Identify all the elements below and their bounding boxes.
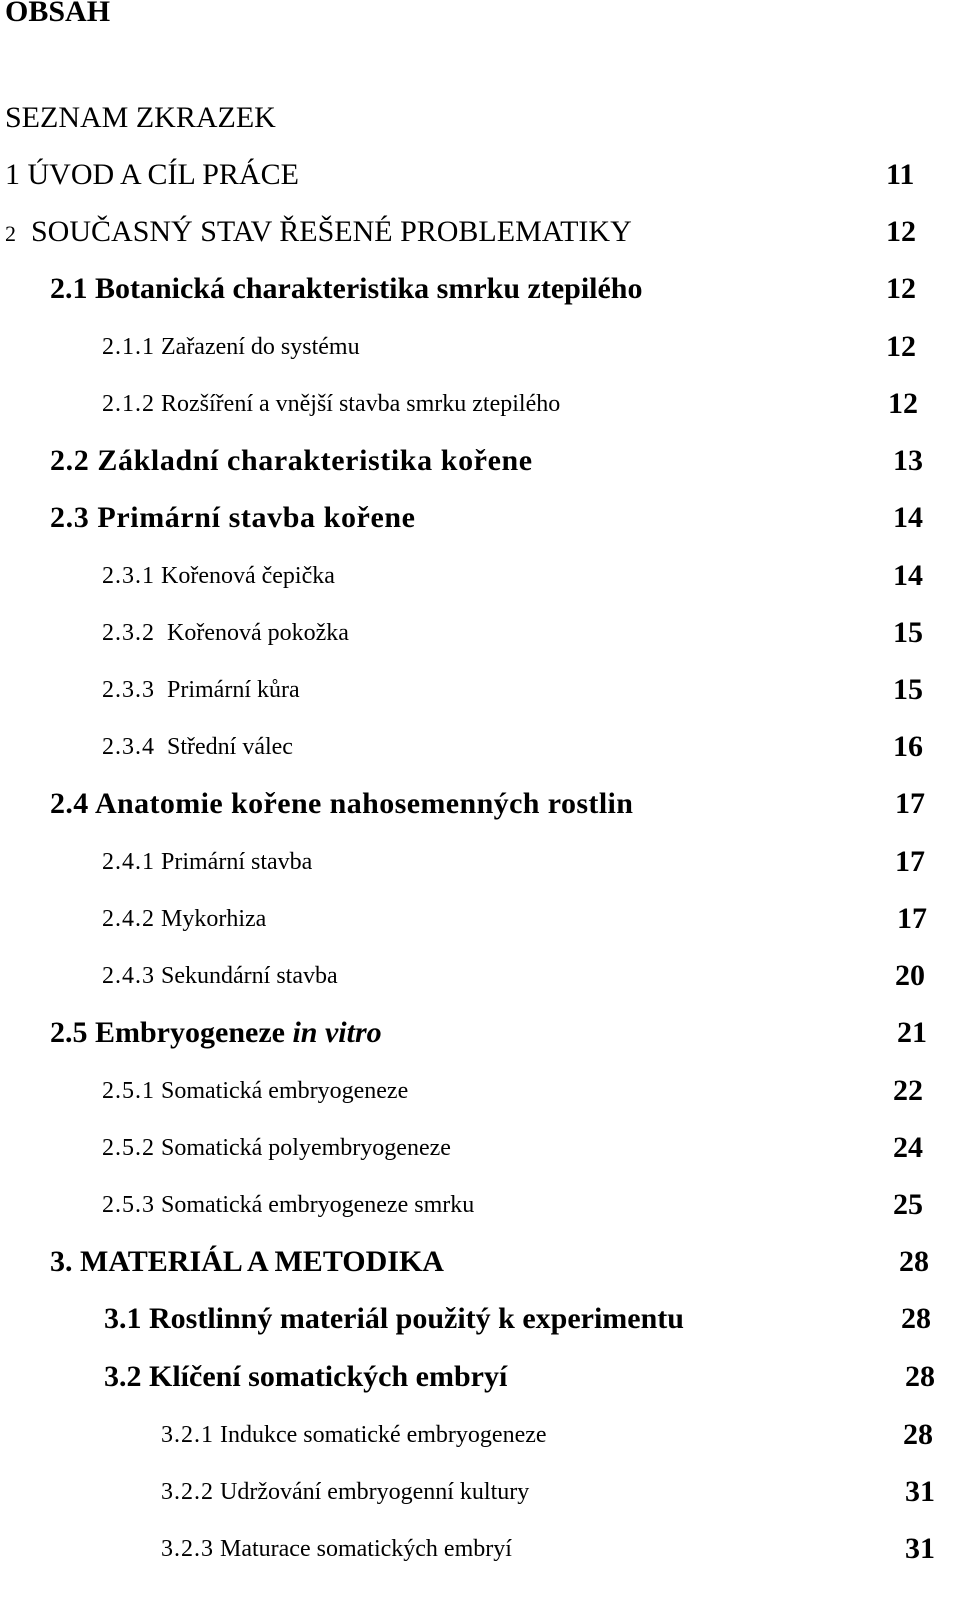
- toc-entry-number: 2.1: [50, 272, 88, 305]
- toc-entry-number: 3.2.2: [161, 1479, 214, 1505]
- toc-entry-page: 24: [893, 1131, 923, 1164]
- toc-entry-number: 2.4.3: [102, 963, 155, 989]
- toc-entry-number: 2.3.3: [102, 677, 155, 703]
- toc-entry-label: 2.4.1 Primární stavba: [102, 849, 313, 875]
- toc-entry-number: 2.2: [50, 444, 90, 477]
- toc-entry-number: 2.5.2: [102, 1135, 155, 1161]
- toc-entry-abbreviations[interactable]: [0, 93, 960, 143]
- toc-entry-number: 3.2: [104, 1360, 142, 1393]
- toc-entry-label: 2.5 Embryogeneze in vitro: [50, 1016, 382, 1049]
- toc-entry-page: 11: [886, 158, 915, 191]
- toc-entry-label: 2 SOUČASNÝ STAV ŘEŠENÉ PROBLEMATIKY: [5, 215, 632, 248]
- toc-entry-number: 2.5: [50, 1016, 88, 1049]
- toc-entry-page: 12: [886, 272, 916, 305]
- toc-entry-3-2-2[interactable]: [0, 1467, 960, 1517]
- toc-entry-2-1[interactable]: [0, 264, 960, 314]
- toc-entry-label: 2.5.1 Somatická embryogeneze: [102, 1078, 409, 1104]
- toc-entry-label: 2.3.1 Kořenová čepička: [102, 563, 335, 589]
- toc-entry-2-3-2[interactable]: [0, 608, 960, 658]
- toc-entry-page: 13: [893, 444, 923, 477]
- toc-entry-number: 2: [5, 221, 16, 246]
- toc-entry-2[interactable]: [0, 207, 960, 257]
- toc-entry-label: 1 ÚVOD A CÍL PRÁCE: [5, 158, 299, 191]
- toc-entry-number: 3.: [50, 1245, 73, 1278]
- toc-entry-page: 31: [905, 1532, 935, 1565]
- toc-entry-2-3-1[interactable]: [0, 551, 960, 601]
- toc-entry-2-4-2[interactable]: [0, 894, 960, 944]
- toc-entry-label: 2.1.2 Rozšíření a vnější stavba smrku ztepilého: [102, 391, 561, 417]
- toc-entry-label: 2.1 Botanická charakteristika smrku ztepilého: [50, 272, 643, 305]
- toc-entry-2-1-2[interactable]: [0, 379, 960, 429]
- toc-entry-page: 16: [893, 730, 923, 763]
- toc-entry-label: 2.5.2 Somatická polyembryogeneze: [102, 1135, 451, 1161]
- toc-entry-1[interactable]: [0, 150, 960, 200]
- toc-entry-page: 14: [893, 501, 923, 534]
- toc-entry-label: 2.3.4 Střední válec: [102, 734, 293, 760]
- toc-entry-label: SEZNAM ZKRAZEK: [5, 101, 276, 134]
- toc-entry-number: 2.3.2: [102, 620, 155, 646]
- toc-entry-3[interactable]: [0, 1237, 960, 1287]
- toc-entry-number: 3.2.1: [161, 1422, 214, 1448]
- toc-entry-2-4-1[interactable]: [0, 837, 960, 887]
- toc-entry-number: 2.3.1: [102, 563, 155, 589]
- toc-entry-page: 17: [895, 845, 925, 878]
- toc-entry-label: 3.2.1 Indukce somatické embryogeneze: [161, 1422, 547, 1448]
- toc-entry-page: 12: [888, 387, 918, 420]
- toc-entry-number: 2.1.1: [102, 334, 155, 360]
- toc-entry-page: 28: [905, 1360, 935, 1393]
- toc-entry-2-3-3[interactable]: [0, 665, 960, 715]
- toc-entry-number: 2.4: [50, 787, 89, 820]
- toc-entry-label: 2.3 Primární stavba kořene: [50, 501, 416, 534]
- toc-entry-page: 28: [903, 1418, 933, 1451]
- toc-entry-page: 12: [886, 330, 916, 363]
- toc-entry-page: 12: [886, 215, 916, 248]
- toc-entry-page: 28: [899, 1245, 929, 1278]
- toc-entry-2-5-1[interactable]: [0, 1066, 960, 1116]
- toc-entry-2-5-2[interactable]: [0, 1123, 960, 1173]
- toc-entry-page: 20: [895, 959, 925, 992]
- toc-entry-number: 2.1.2: [102, 391, 155, 417]
- toc-entry-label: 2.5.3 Somatická embryogeneze smrku: [102, 1192, 475, 1218]
- toc-entry-number: 2.5.1: [102, 1078, 155, 1104]
- toc-entry-3-2[interactable]: [0, 1352, 960, 1402]
- toc-entry-2-5[interactable]: [0, 1008, 960, 1058]
- toc-entry-number: 2.4.1: [102, 849, 155, 875]
- toc-entry-page: 15: [893, 616, 923, 649]
- toc-entry-number: 2.4.2: [102, 906, 155, 932]
- toc-entry-page: 17: [895, 787, 925, 820]
- toc-entry-label: 2.4 Anatomie kořene nahosemenných rostlin: [50, 787, 634, 820]
- toc-entry-2-2[interactable]: [0, 436, 960, 486]
- toc-entry-label: 2.3.3 Primární kůra: [102, 677, 300, 703]
- toc-entry-2-5-3[interactable]: [0, 1180, 960, 1230]
- toc-entry-3-1[interactable]: [0, 1294, 960, 1344]
- toc-entry-page: 21: [897, 1016, 927, 1049]
- toc-entry-label: 2.2 Základní charakteristika kořene: [50, 444, 533, 477]
- toc-entry-label: 2.1.1 Zařazení do systému: [102, 334, 360, 360]
- page-title: OBSAH: [5, 0, 111, 28]
- toc-entry-page: 25: [893, 1188, 923, 1221]
- toc-entry-number: 2.3: [50, 501, 90, 534]
- toc-entry-2-4-3[interactable]: [0, 951, 960, 1001]
- toc-entry-label: 3. MATERIÁL A METODIKA: [50, 1245, 444, 1278]
- toc-entry-page: 28: [901, 1302, 931, 1335]
- toc-entry-page: 17: [897, 902, 927, 935]
- toc-entry-3-2-3[interactable]: [0, 1524, 960, 1574]
- toc-entry-number: 2.5.3: [102, 1192, 155, 1218]
- toc-entry-2-1-1[interactable]: [0, 322, 960, 372]
- toc-entry-page: 14: [893, 559, 923, 592]
- toc-entry-label: 2.4.2 Mykorhiza: [102, 906, 267, 932]
- toc-entry-page: 22: [893, 1074, 923, 1107]
- toc-entry-number: 2.3.4: [102, 734, 155, 760]
- toc-entry-label: 3.2 Klíčení somatických embryí: [104, 1360, 508, 1393]
- toc-entry-label: 2.4.3 Sekundární stavba: [102, 963, 338, 989]
- toc-entry-3-2-1[interactable]: [0, 1410, 960, 1460]
- toc-entry-label: 3.2.2 Udržování embryogenní kultury: [161, 1479, 530, 1505]
- toc-entry-label: 3.1 Rostlinný materiál použitý k experimentu: [104, 1302, 684, 1335]
- toc-entry-label: 3.2.3 Maturace somatických embryí: [161, 1536, 512, 1562]
- toc-entry-number: 3.2.3: [161, 1536, 214, 1562]
- toc-entry-2-3-4[interactable]: [0, 722, 960, 772]
- toc-entry-2-4[interactable]: [0, 779, 960, 829]
- toc-entry-number: 1: [5, 158, 20, 191]
- toc-entry-2-3[interactable]: [0, 493, 960, 543]
- toc-entry-page: 15: [893, 673, 923, 706]
- toc-entry-page: 31: [905, 1475, 935, 1508]
- toc-entry-number: 3.1: [104, 1302, 142, 1335]
- toc-entry-label-italic: in vitro: [292, 1016, 382, 1049]
- toc-entry-label: 2.3.2 Kořenová pokožka: [102, 620, 349, 646]
